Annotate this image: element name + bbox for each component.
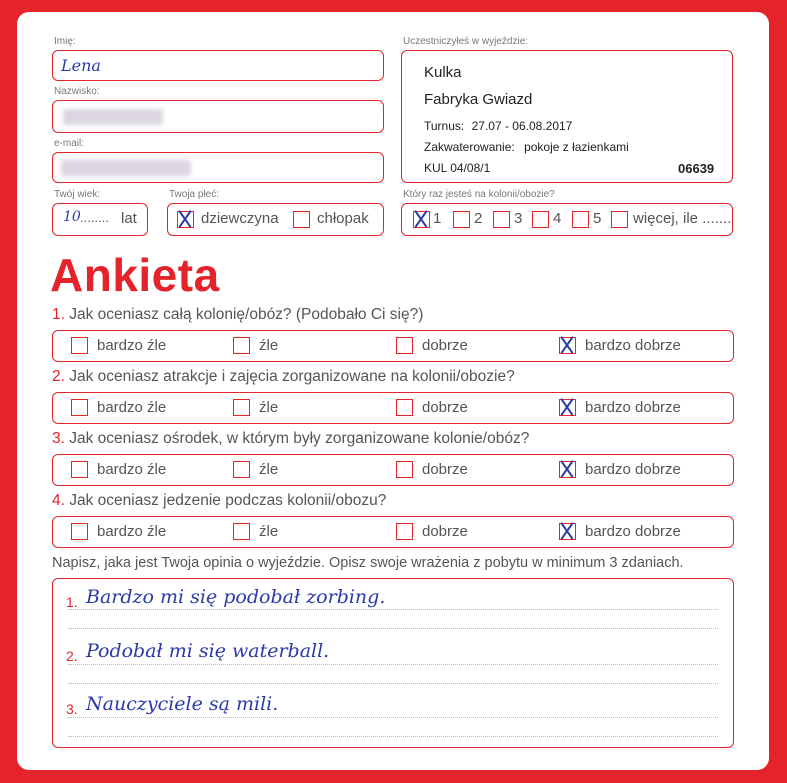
age-field[interactable]	[52, 203, 148, 236]
times-3-checkbox[interactable]	[493, 211, 510, 228]
gender-girl-label: dziewczyna	[201, 210, 279, 227]
opinion-prompt: Napisz, jaka jest Twoja opinia o wyjeździe. Opisz swoje wrażenia z pobytu w minimum 3 zdaniach.	[52, 555, 684, 571]
q1-bardzo-zle-label: bardzo źle	[97, 337, 167, 354]
times-more-label: więcej, ile .......	[633, 210, 732, 227]
opinion-line-1b	[68, 628, 718, 629]
q3-bardzo-zle-checkbox[interactable]	[71, 461, 88, 478]
gender-boy-checkbox[interactable]	[293, 211, 310, 228]
times-4-label: 4	[553, 210, 562, 227]
opinion-line-3	[68, 717, 718, 718]
times-3-label: 3	[514, 210, 523, 227]
age-dots: ........	[80, 210, 109, 225]
age-value: 10	[63, 209, 81, 225]
q3-zle-label: źle	[259, 461, 279, 478]
times-1-checkbox[interactable]	[413, 211, 430, 228]
opinion-2-num: 2.	[66, 648, 78, 664]
q2-bardzo-dobrze-label: bardzo dobrze	[585, 399, 681, 416]
q4-bardzo-zle-label: bardzo źle	[97, 523, 167, 540]
q4-bardzo-zle-checkbox[interactable]	[71, 523, 88, 540]
q1-dobrze-checkbox[interactable]	[396, 337, 413, 354]
gender-girl-checkbox[interactable]	[177, 211, 194, 228]
q3-bardzo-zle-label: bardzo źle	[97, 461, 167, 478]
q4-bardzo-dobrze-label: bardzo dobrze	[585, 523, 681, 540]
opinion-2-text: Podobał mi się waterball.	[86, 640, 330, 662]
times-4-checkbox[interactable]	[532, 211, 549, 228]
age-unit: lat	[121, 210, 137, 227]
q4-dobrze-checkbox[interactable]	[396, 523, 413, 540]
opinion-line-2	[68, 664, 718, 665]
trip-ticket	[401, 50, 733, 183]
times-more-checkbox[interactable]	[611, 211, 628, 228]
q2-dobrze-checkbox[interactable]	[396, 399, 413, 416]
q1-bardzo-dobrze-label: bardzo dobrze	[585, 337, 681, 354]
surname-field[interactable]	[52, 100, 384, 133]
trip-line2: Fabryka Gwiazd	[424, 91, 533, 108]
q2-dobrze-label: dobrze	[422, 399, 468, 416]
question-2-text: Jak oceniasz atrakcje i zajęcia zorganizowane na kolonii/obozie?	[69, 368, 515, 385]
q3-dobrze-label: dobrze	[422, 461, 468, 478]
q1-bardzo-zle-checkbox[interactable]	[71, 337, 88, 354]
q2-bardzo-zle-checkbox[interactable]	[71, 399, 88, 416]
redacted-surname	[63, 109, 163, 125]
opinion-line-3b	[68, 736, 718, 737]
q4-dobrze-label: dobrze	[422, 523, 468, 540]
q2-bardzo-zle-label: bardzo źle	[97, 399, 167, 416]
age-label: Twój wiek:	[54, 189, 101, 200]
name-label: Imię:	[54, 36, 76, 47]
question-3	[52, 430, 529, 448]
q2-bardzo-dobrze-checkbox[interactable]	[559, 399, 576, 416]
email-field[interactable]	[52, 152, 384, 183]
question-1-text: Jak oceniasz całą kolonię/obóz? (Podobało Ci się?)	[69, 306, 424, 323]
q4-zle-label: źle	[259, 523, 279, 540]
q3-bardzo-dobrze-label: bardzo dobrze	[585, 461, 681, 478]
q3-dobrze-checkbox[interactable]	[396, 461, 413, 478]
q1-dobrze-label: dobrze	[422, 337, 468, 354]
question-3-answers	[52, 454, 734, 486]
q4-bardzo-dobrze-checkbox[interactable]	[559, 523, 576, 540]
q1-zle-checkbox[interactable]	[233, 337, 250, 354]
times-1-label: 1	[433, 210, 442, 227]
redacted-email	[61, 160, 191, 176]
times-label: Który raz jesteś na kolonii/obozie?	[403, 189, 555, 200]
survey-title: Ankieta	[50, 249, 220, 301]
gender-field	[167, 203, 384, 236]
opinion-3-num: 3.	[66, 701, 78, 717]
trip-line1: Kulka	[424, 64, 462, 81]
accommodation-value: pokoje z łazienkami	[524, 140, 629, 154]
question-2	[52, 368, 515, 386]
trip-code: KUL 04/08/1	[424, 161, 491, 175]
name-value: Lena	[61, 56, 101, 75]
question-2-num: 2.	[52, 368, 65, 385]
trip-number: 06639	[678, 161, 715, 176]
times-2-label: 2	[474, 210, 483, 227]
opinion-line-2b	[68, 683, 718, 684]
name-field[interactable]	[52, 50, 384, 81]
q2-zle-checkbox[interactable]	[233, 399, 250, 416]
surname-label: Nazwisko:	[54, 86, 100, 97]
opinion-3-text: Nauczyciele są mili.	[86, 693, 279, 715]
times-5-label: 5	[593, 210, 602, 227]
question-3-text: Jak oceniasz ośrodek, w którym były zorganizowane kolonie/obóz?	[69, 430, 530, 447]
question-2-answers	[52, 392, 734, 424]
times-field	[401, 203, 733, 236]
turnus-value: 27.07 - 06.08.2017	[471, 119, 573, 133]
q1-bardzo-dobrze-checkbox[interactable]	[559, 337, 576, 354]
opinion-1-num: 1.	[66, 594, 78, 610]
q2-zle-label: źle	[259, 399, 279, 416]
question-4	[52, 492, 386, 510]
question-3-num: 3.	[52, 430, 65, 447]
email-label: e-mail:	[54, 138, 85, 149]
q3-zle-checkbox[interactable]	[233, 461, 250, 478]
gender-label: Twoja płeć:	[169, 189, 220, 200]
question-1-answers	[52, 330, 734, 362]
question-4-text: Jak oceniasz jedzenie podczas kolonii/obozu?	[69, 492, 387, 509]
question-1	[52, 306, 423, 324]
opinion-line-1	[68, 609, 718, 610]
times-5-checkbox[interactable]	[572, 211, 589, 228]
q1-zle-label: źle	[259, 337, 279, 354]
accommodation-label: Zakwaterowanie:	[424, 140, 515, 154]
times-2-checkbox[interactable]	[453, 211, 470, 228]
q4-zle-checkbox[interactable]	[233, 523, 250, 540]
question-4-num: 4.	[52, 492, 65, 509]
opinion-1-text: Bardzo mi się podobał zorbing.	[86, 586, 386, 608]
question-4-answers	[52, 516, 734, 548]
turnus-label: Turnus:	[424, 119, 465, 133]
q3-bardzo-dobrze-checkbox[interactable]	[559, 461, 576, 478]
trip-label: Uczestniczyłeś w wyjeździe:	[403, 36, 529, 47]
question-1-num: 1.	[52, 306, 65, 323]
gender-boy-label: chłopak	[317, 210, 369, 227]
